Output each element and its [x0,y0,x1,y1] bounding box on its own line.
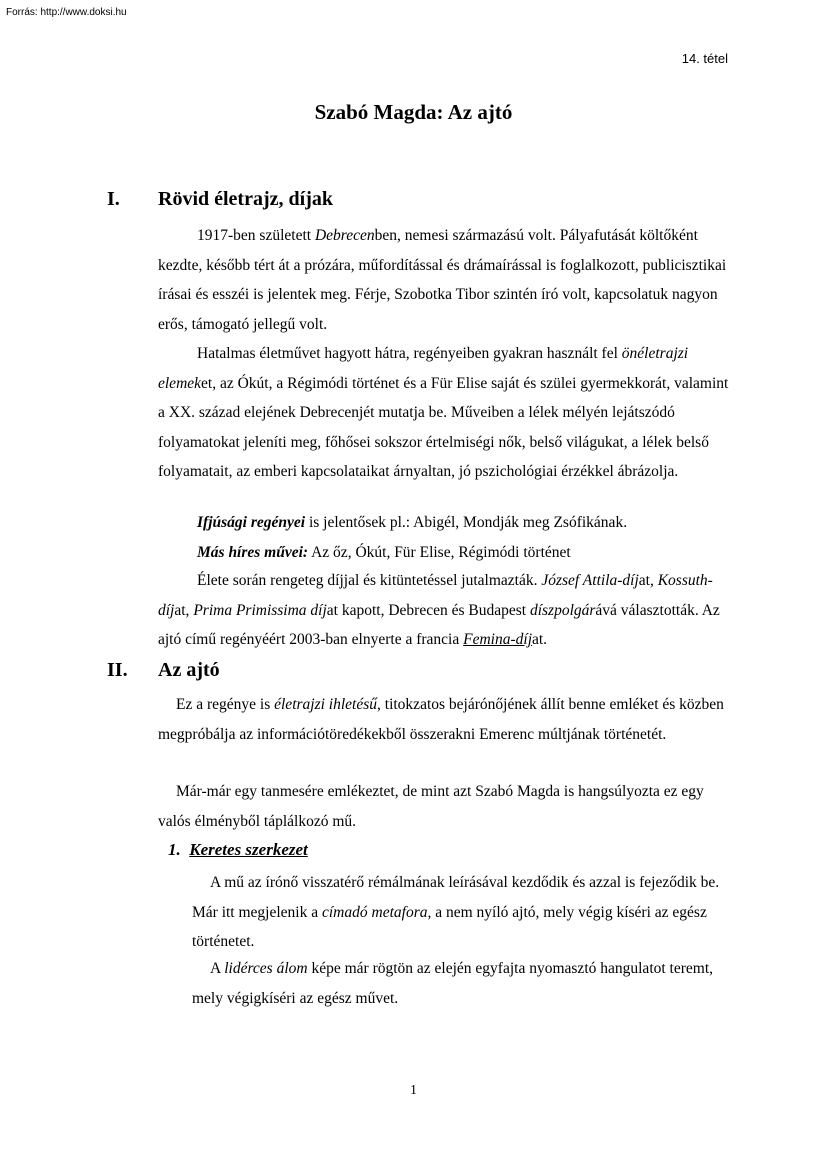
section-2-title: Az ajtó [158,659,220,681]
text-run: is jelentősek pl.: Abigél, Mondják meg Zsófikának. [305,514,628,531]
italic-run: Debrecen [314,227,375,244]
text-run: at. [532,631,548,648]
italic-run: Kossuth-díj [158,572,713,619]
italic-run: címadó metafora [322,903,428,921]
text-run: , titokzatos bejárónőjének állít benne emléket és közben megpróbálja az információtöredékekből összerakni Emerenc múltjának történetét. [158,696,724,743]
source-label: Forrás: http://www.doksi.hu [6,7,127,18]
subsection-1-title: Keretes szerkezet [189,840,308,859]
italic-run: Prima Primissima díj [193,601,327,619]
text-run: A mű az írónő visszatérő rémálmának leírásával kezdődik és azzal is fejeződik be. Már itt megjelenik a [192,874,720,921]
text-run: A [210,960,225,977]
text-run: ává választották. Az ajtó című regényéért 2003-ban elnyerte a francia [158,601,720,648]
text-run: at kapott, Debrecen és Budapest [326,601,530,619]
section-1-paragraph-1 [158,221,738,339]
italic-run: díszpolgár [529,601,596,619]
text-run: ben, nemesi származású volt. Pályafutását költőként kezdte, később tért át a prózára, műfordítással és drámaírással is foglalkozott, publicisztikai írásai és esszéi is jelentek meg. Férje, Szobotka Tibor szintén író volt, kapcsolatuk nagyon erős, támogató jellegű volt. [158,227,727,333]
page-title: Szabó Magda: Az ajtó [314,100,513,124]
text-run: Hatalmas életművet hagyott hátra, regényeiben gyakran használt fel [197,345,622,362]
section-1-number: I. [107,188,120,210]
italic-run: lidérces álom [224,960,308,977]
section-1-title: Rövid életrajz, díjak [158,188,333,210]
section-1-paragraph-4 [158,538,738,568]
text-run: Az őz, Ókút, Für Elise, Régimódi történet [308,544,571,561]
italic-underlined-run: Femina-díj [463,631,532,648]
section-2-paragraph-1 [158,690,738,749]
subsection-1-paragraph-1 [192,868,732,957]
page-number: 1 [410,1083,417,1098]
text-run: at, [174,601,194,619]
header-label: 14. tétel [681,51,728,66]
section-2-paragraph-2: Már-már egy tanmesére emlékeztet, de mint azt Szabó Magda is hangsúlyozta ez egy valós élményből táplálkozó mű. [158,783,704,830]
text-run: , a nem nyíló ajtó, mely végig kíséri az egész történetet. [192,903,707,950]
text-run: 1917-ben született [197,227,315,244]
subsection-1-number: 1. [168,840,181,859]
section-2-number: II. [107,659,128,681]
section-1-paragraph-5 [158,566,738,655]
text-run: képe már rögtön az elején egyfajta nyomasztó hangulatot teremt, mely végigkíséri az egész művet. [192,960,714,1007]
bold-italic-label: Ifjúsági regényei [197,514,306,531]
italic-run: önéletrajzi elemek [158,345,689,392]
section-1-paragraph-3 [158,508,738,538]
section-1-paragraph-2 [158,339,738,487]
bold-italic-label: Más híres művei: [197,544,309,561]
text-run: at, [638,572,658,589]
subsection-1-paragraph-2 [192,954,732,1013]
text-run: Ez a regénye is [176,696,275,713]
subsection-1-heading [168,840,308,860]
italic-run: életrajzi ihletésű [274,696,378,713]
text-run: et, az Ókút, a Régimódi történet és a Für Elise saját és szülei gyermekkorát, valamint a XX. század elejének Debrecenjét mutatja be. Műveiben a lélek mélyén lejátszódó folyamatokat jeleníti meg, főhősei sokszor értelmiségi nők, belső világukat, a lélek belső folyamatait, az emberi kapcsolataikat árnyaltan, jó pszichológiai érzékkel ábrázolja. [158,374,729,480]
text-run: Élete során rengeteg díjjal és kitüntetéssel jutalmazták. [197,572,542,589]
italic-run: József Attila-díj [541,572,639,589]
